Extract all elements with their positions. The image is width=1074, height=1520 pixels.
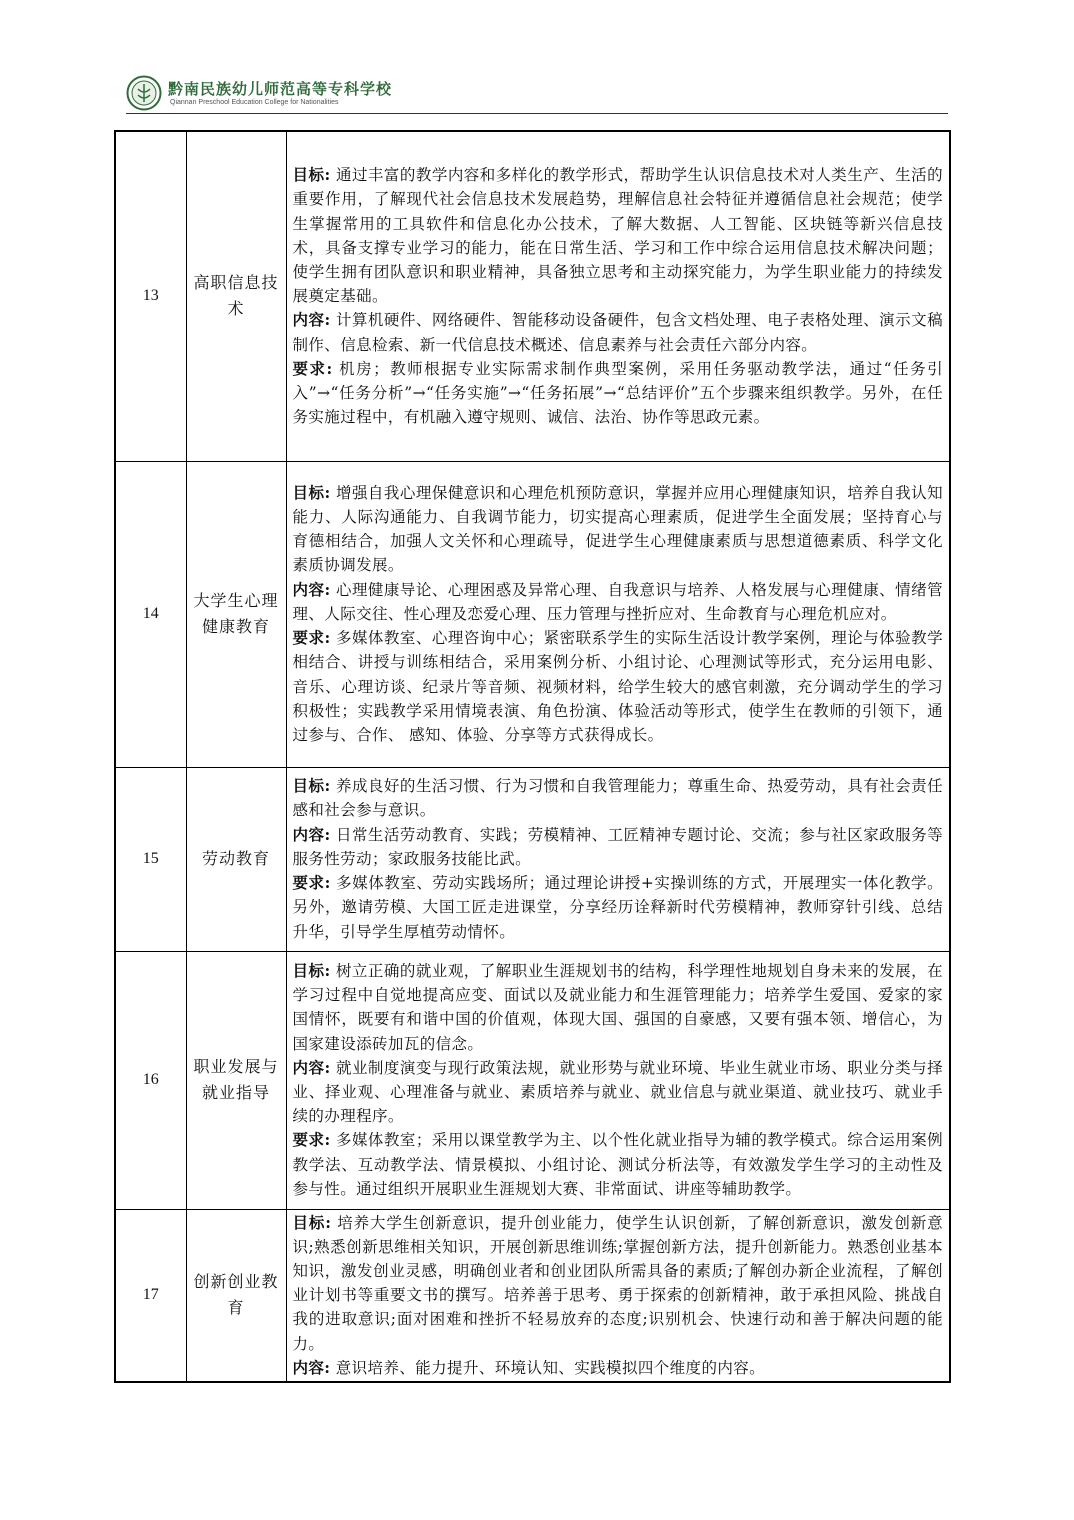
- course-description: [286, 131, 950, 461]
- course-name: 职业发展与就业指导: [186, 951, 286, 1209]
- paragraph-text: 多媒体教室、劳动实践场所；通过理论讲授+实操训练的方式，开展理实一体化教学。另外，邀请劳模、大国工匠走进课堂，分享经历诠释新时代劳模精神，教师穿针引线、总结升华，引导学生厚植劳动情怀。: [292, 874, 943, 941]
- course-number: 16: [115, 951, 186, 1209]
- description-paragraph: [293, 1056, 944, 1129]
- paragraph-text: 通过丰富的教学内容和多样化的教学形式，帮助学生认识信息技术对人类生产、生活的重要作用，了解现代社会信息技术发展趋势，理解信息社会特征并遵循信息社会规范；使学生掌握常用的工具软件和信息化办公技术，了解大数据、人工智能、区块链等新兴信息技术，具备支撑专业学习的能力，能在日常生活、学习和工作中综合运用信息技术解决问题；使学生拥有团队意识和职业精神，具备独立思考和主动探究能力，为学生职业能力的持续发展奠定基础。: [292, 166, 944, 306]
- paragraph-label: 要求:: [292, 873, 331, 893]
- course-number: 15: [115, 767, 186, 951]
- course-description: [286, 1209, 950, 1382]
- course-description: [286, 951, 950, 1209]
- page-header: [126, 72, 948, 114]
- paragraph-label: 内容:: [292, 1357, 331, 1377]
- brand-name-cn: 黔南民族幼儿师范高等专科学校: [168, 80, 393, 98]
- paragraph-label: 内容:: [292, 1057, 331, 1077]
- description-paragraph: [293, 308, 944, 356]
- paragraph-text: 日常生活劳动教育、实践；劳模精神、工匠精神专题讨论、交流；参与社区家政服务等服务性劳动；家政服务技能比武。: [292, 825, 944, 868]
- description-paragraph: [293, 1211, 944, 1356]
- paragraph-text: 培养大学生创新意识，提升创业能力，使学生认识创新，了解创新意识，激发创新意识;熟悉创新思维相关知识，开展创新思维训练;掌握创新方法，提升创新能力。熟悉创业基本知识，激发创业灵感，明确创业者和创业团队所需具备的素质;了解创办新企业流程，了解创业计划书等重要文书的撰写。培养善于思考、勇于探索的创新精神，敢于承担风险、挑战自我的进取意识;面对困难和挫折不轻易放弃的态度;识别机会、快速行动和善于解决问题的能力。: [292, 1213, 944, 1353]
- course-table: [114, 130, 951, 1383]
- course-description: [286, 461, 950, 767]
- brand-name-en: Qiannan Preschool Education College for Nationalities: [170, 99, 339, 106]
- paragraph-label: 内容:: [292, 824, 331, 844]
- course-name: 大学生心理健康教育: [186, 461, 286, 767]
- description-paragraph: [293, 163, 944, 308]
- paragraph-text: 意识培养、能力提升、环境认知、实践模拟四个维度的内容。: [330, 1358, 766, 1377]
- description-paragraph: [293, 578, 944, 626]
- description-paragraph: [293, 481, 944, 578]
- paragraph-label: 要求:: [292, 358, 333, 378]
- description-paragraph: [293, 1128, 944, 1201]
- paragraph-text: 多媒体教室、心理咨询中心；紧密联系学生的实际生活设计教学案例，理论与体验教学相结合、讲授与训练相结合，采用案例分析、小组讨论、心理测试等形式，充分运用电影、音乐、心理访谈、纪录片等音频、视频材料，给学生较大的感官刺激，充分调动学生的学习积极性；实践教学采用情境表演、角色扮演、体验活动等形式，使学生在教师的引领下，通过参与、合作、 感知、体验、分享等方式获得成长。: [292, 629, 944, 744]
- paragraph-text: 机房；教师根据专业实际需求制作典型案例，采用任务驱动教学法，通过“任务引入”→“任务分析”→“任务实施”→“任务拓展”→“总结评价”五个步骤来组织教学。另外，在任务实施过程中，有机融入遵守规则、诚信、法治、协作等思政元素。: [292, 359, 943, 427]
- paragraph-text: 树立正确的就业观，了解职业生涯规划书的结构，科学理性地规划自身未来的发展，在学习过程中自觉地提高应变、面试以及就业能力和生涯管理能力；培养学生爱国、爱家的家国情怀，既要有和谐中国的价值观，体现大国、强国的自豪感，又要有强本领、增信心，为国家建设添砖加瓦的信念。: [292, 961, 944, 1053]
- paragraph-text: 多媒体教室；采用以课堂教学为主、以个性化就业指导为辅的教学模式。综合运用案例教学法、互动教学法、情景模拟、小组讨论、测试分析法等，有效激发学生学习的主动性及参与性。通过组织开展职业生涯规划大赛、非常面试、讲座等辅助教学。: [292, 1131, 944, 1198]
- description-paragraph: [293, 774, 944, 822]
- table-row: [115, 1209, 950, 1382]
- table-row: [115, 461, 950, 767]
- description-paragraph: [293, 959, 944, 1056]
- course-number: 13: [115, 131, 186, 461]
- description-paragraph: [293, 357, 944, 430]
- paragraph-label: 内容:: [292, 310, 331, 330]
- college-logo-icon: [126, 75, 162, 111]
- paragraph-text: 心理健康导论、心理困惑及异常心理、自我意识与培养、人格发展与心理健康、情绪管理、人际交往、性心理及恋爱心理、压力管理与挫折应对、生命教育与心理危机应对。: [292, 580, 944, 623]
- paragraph-label: 目标:: [292, 482, 331, 502]
- table-row: [115, 767, 950, 951]
- course-name: 高职信息技术: [186, 131, 286, 461]
- description-paragraph: [293, 626, 944, 747]
- paragraph-label: 目标:: [292, 1212, 332, 1232]
- course-number: 14: [115, 461, 186, 767]
- course-name: 创新创业教育: [186, 1209, 286, 1382]
- paragraph-text: 就业制度演变与现行政策法规，就业形势与就业环境、毕业生就业市场、职业分类与择业、择业观、心理准备与就业、素质培养与就业、就业信息与就业渠道、就业技巧、就业手续的办理程序。: [292, 1058, 944, 1126]
- header-divider: [126, 113, 948, 114]
- description-paragraph: [293, 871, 944, 944]
- paragraph-label: 目标:: [292, 960, 331, 980]
- paragraph-label: 内容:: [292, 579, 331, 599]
- course-number: 17: [115, 1209, 186, 1382]
- description-paragraph: [293, 1356, 944, 1380]
- paragraph-label: 要求:: [292, 628, 331, 648]
- course-description: [286, 767, 950, 951]
- table-row: [115, 951, 950, 1209]
- paragraph-text: 增强自我心理保健意识和心理危机预防意识，掌握并应用心理健康知识，培养自我认知能力、人际沟通能力、自我调节能力，切实提高心理素质，促进学生全面发展；坚持育心与育德相结合，加强人文关怀和心理疏导，促进学生心理健康素质与思想道德素质、科学文化素质协调发展。: [292, 483, 944, 575]
- paragraph-label: 要求:: [292, 1130, 331, 1150]
- course-name: 劳动教育: [186, 767, 286, 951]
- table-row: [115, 131, 950, 461]
- paragraph-label: 目标:: [292, 776, 331, 796]
- description-paragraph: [293, 823, 944, 871]
- paragraph-text: 计算机硬件、网络硬件、智能移动设备硬件，包含文档处理、电子表格处理、演示文稿制作、信息检索、新一代信息技术概述、信息素养与社会责任六部分内容。: [292, 311, 944, 354]
- paragraph-label: 目标:: [292, 165, 331, 185]
- paragraph-text: 养成良好的生活习惯、行为习惯和自我管理能力；尊重生命、热爱劳动，具有社会责任感和社会参与意识。: [292, 777, 944, 820]
